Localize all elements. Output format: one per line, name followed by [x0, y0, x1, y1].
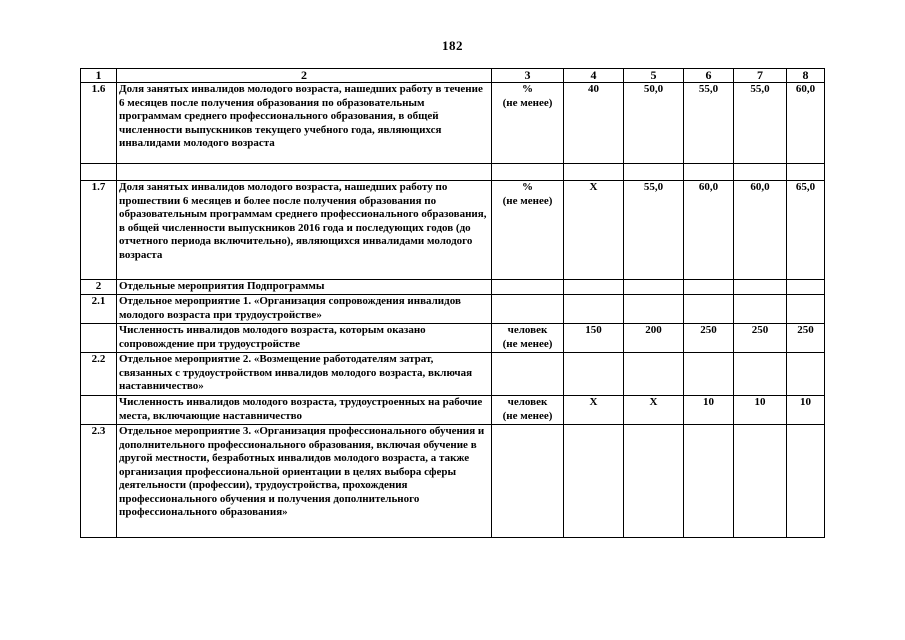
header-cell: 2: [117, 69, 492, 83]
row-description: Отдельное мероприятие 1. «Организация сопровождения инвалидов молодого возраста при трудоустройстве»: [117, 295, 492, 324]
table-row: [81, 295, 825, 324]
table-row: [81, 425, 825, 538]
table-header-row: [81, 69, 825, 83]
value-cell: 55,0: [684, 83, 734, 164]
header-cell: 4: [564, 69, 624, 83]
row-number: 2.3: [81, 425, 117, 538]
header-cell: 3: [492, 69, 564, 83]
row-number: 2.1: [81, 295, 117, 324]
value-cell: 200: [624, 324, 684, 353]
row-unit: [492, 396, 564, 425]
value-cell: 40: [564, 83, 624, 164]
value-cell: 60,0: [787, 83, 825, 164]
header-cell: 7: [734, 69, 787, 83]
header-cell: 1: [81, 69, 117, 83]
value-cell: Х: [564, 396, 624, 425]
value-cell: 250: [734, 324, 787, 353]
indicators-table: [80, 68, 825, 538]
value-cell: 50,0: [624, 83, 684, 164]
value-cell: 55,0: [624, 181, 684, 280]
table-row: [81, 181, 825, 280]
value-cell: 55,0: [734, 83, 787, 164]
value-cell: Х: [624, 396, 684, 425]
unit-qualifier: (не менее): [502, 337, 553, 350]
header-cell: 6: [684, 69, 734, 83]
section-title: Отдельные мероприятия Подпрограммы: [117, 280, 492, 295]
row-number: 2.2: [81, 353, 117, 396]
table-row: [81, 83, 825, 164]
table-row: [81, 324, 825, 353]
header-cell: 8: [787, 69, 825, 83]
table-row: [81, 396, 825, 425]
value-cell: 10: [787, 396, 825, 425]
unit-symbol: человек: [507, 396, 548, 408]
section-row: [81, 280, 825, 295]
unit-qualifier: (не менее): [502, 409, 553, 422]
row-description: Доля занятых инвалидов молодого возраста, нашедших работу по прошествии 6 месяцев и более после получения образования по образовательным программам среднего профессионального образования, в общей численности выпускников 2016 года и последующих годов (до отчетного периода включительно), являющихся инвалидами молодого возраста: [117, 181, 492, 280]
value-cell: Х: [564, 181, 624, 280]
value-cell: 60,0: [734, 181, 787, 280]
table-row: [81, 353, 825, 396]
row-description: Численность инвалидов молодого возраста, трудоустроенных на рабочие места, включающие наставничество: [117, 396, 492, 425]
row-number: [81, 396, 117, 425]
value-cell: 250: [684, 324, 734, 353]
row-unit: [492, 83, 564, 164]
row-number: 1.6: [81, 83, 117, 164]
unit-qualifier: (не менее): [502, 96, 553, 109]
row-number: [81, 324, 117, 353]
value-cell: 10: [734, 396, 787, 425]
row-description: Доля занятых инвалидов молодого возраста, нашедших работу в течение 6 месяцев после получения образования по образовательным программам среднего профессионального образования, в общей численности выпускников текущего учебного года, являющихся инвалидами молодого возраста: [117, 83, 492, 164]
value-cell: 10: [684, 396, 734, 425]
unit-symbol: %: [522, 181, 533, 193]
unit-qualifier: (не менее): [502, 194, 553, 207]
header-cell: 5: [624, 69, 684, 83]
page-number: 182: [442, 38, 463, 53]
row-description: Численность инвалидов молодого возраста, которым оказано сопровождение при трудоустройстве: [117, 324, 492, 353]
value-cell: 150: [564, 324, 624, 353]
row-unit: [492, 181, 564, 280]
value-cell: 65,0: [787, 181, 825, 280]
row-unit: [492, 324, 564, 353]
empty-row: [81, 164, 825, 181]
row-description: Отдельное мероприятие 2. «Возмещение работодателям затрат, связанных с трудоустройством инвалидов молодого возраста, включая наставничество»: [117, 353, 492, 396]
unit-symbol: человек: [507, 324, 548, 336]
value-cell: 60,0: [684, 181, 734, 280]
value-cell: 250: [787, 324, 825, 353]
unit-symbol: %: [522, 83, 533, 95]
row-number: 2: [81, 280, 117, 295]
row-description: Отдельное мероприятие 3. «Организация профессионального обучения и дополнительного профессионального образования, включая обучение в другой местности, безработных инвалидов молодого возраста, а также организация профессиональной ориентации в целях выбора сферы деятельности (профессии), трудоустройства, прохождения профессионального обучения и получения дополнительного профессионального образования»: [117, 425, 492, 538]
row-number: 1.7: [81, 181, 117, 280]
